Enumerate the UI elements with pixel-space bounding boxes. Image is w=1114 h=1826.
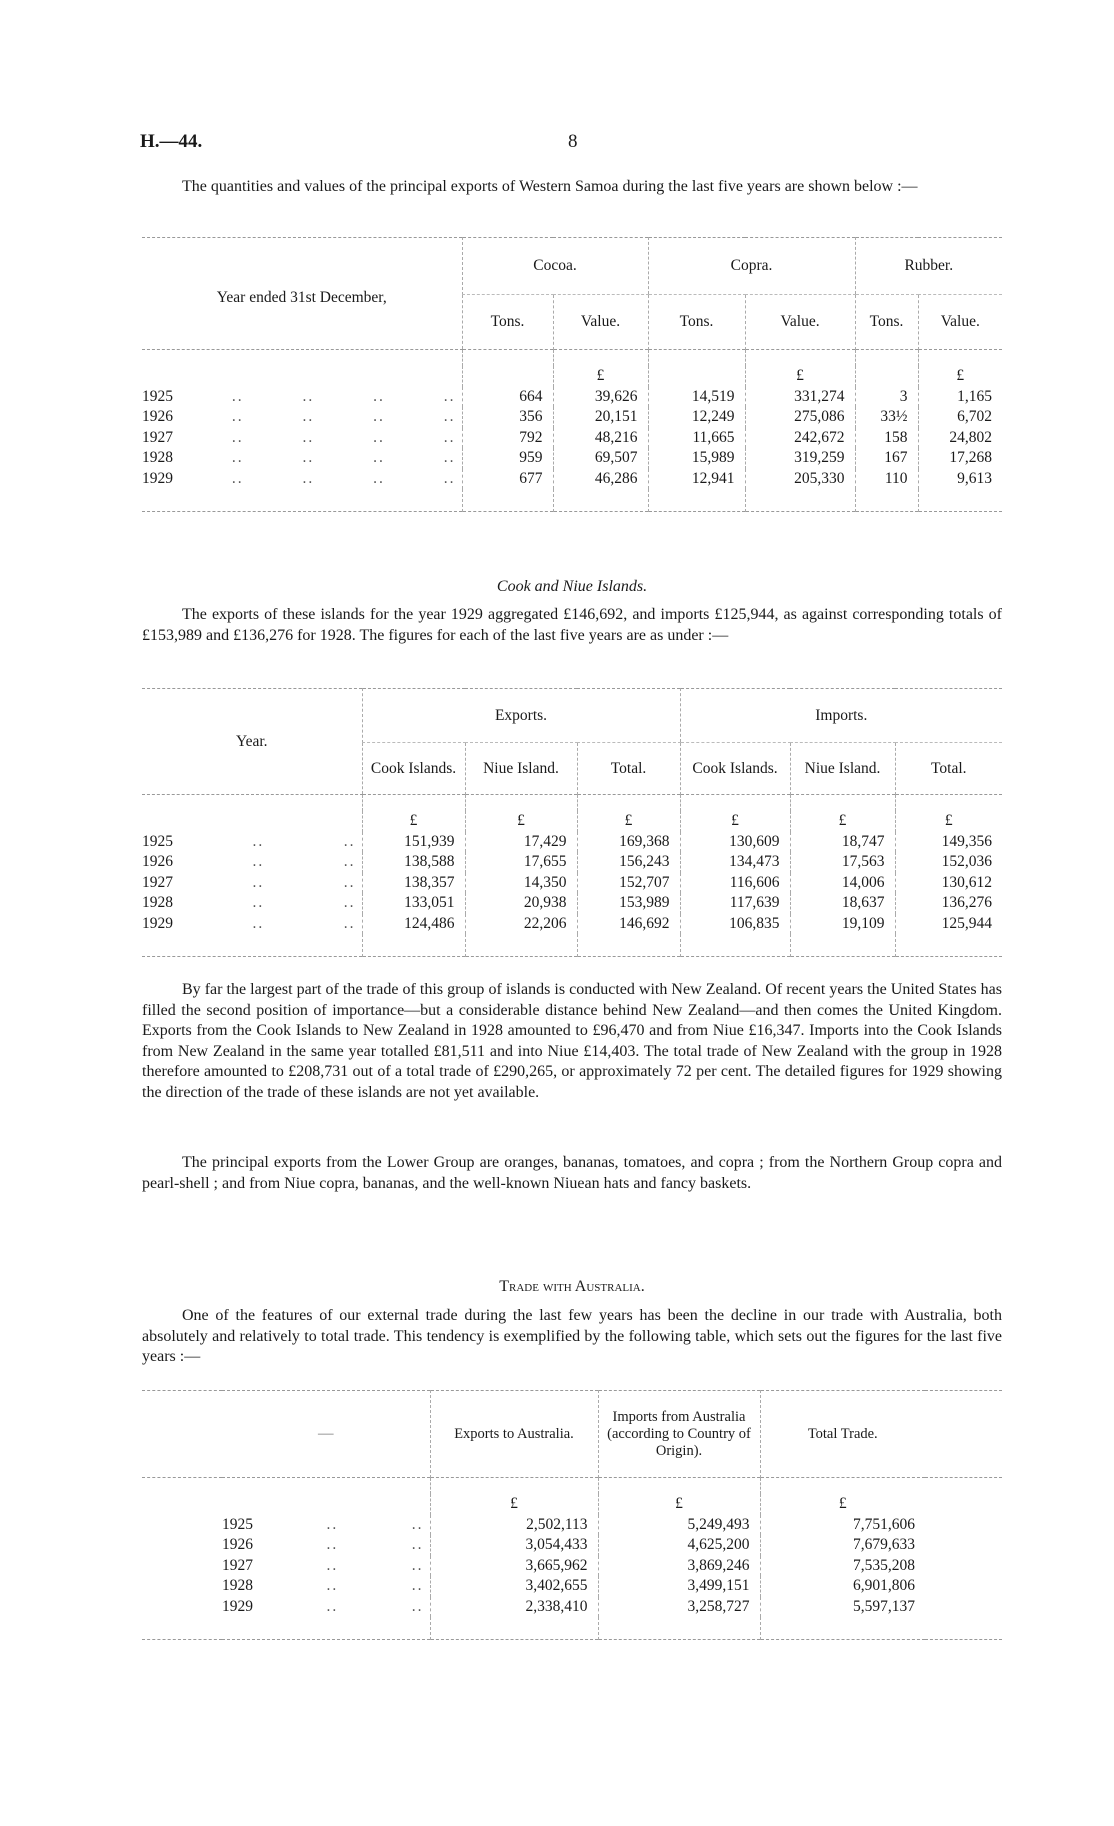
year-label: 1929 xyxy=(222,1597,253,1615)
currency-unit xyxy=(855,366,918,387)
value-cell: 152,707 xyxy=(577,873,680,894)
spacer-cell xyxy=(918,489,1002,512)
group-header: Cocoa. xyxy=(462,238,648,295)
currency-unit: £ xyxy=(895,811,1002,832)
spacer-cell xyxy=(465,934,577,957)
value-cell: 792 xyxy=(462,428,553,449)
cook-heading: Cook and Niue Islands. xyxy=(496,578,648,595)
year-header: Year. xyxy=(142,689,362,795)
value-cell: 17,655 xyxy=(465,852,577,873)
spacer-cell xyxy=(462,489,553,512)
leader-dots: .. xyxy=(252,873,265,891)
currency-unit: £ xyxy=(465,811,577,832)
value-cell: 1,165 xyxy=(918,387,1002,408)
group-header: Rubber. xyxy=(855,238,1002,295)
value-cell: 158 xyxy=(855,428,918,449)
year-cell xyxy=(142,387,462,408)
sub-header: Exports to Australia. xyxy=(430,1391,598,1478)
value-cell: 130,609 xyxy=(680,832,790,853)
spacer-cell xyxy=(598,1617,760,1640)
value-cell: 677 xyxy=(462,469,553,490)
spacer-cell xyxy=(142,934,362,957)
table-row xyxy=(142,893,1002,914)
spacer-cell xyxy=(790,795,895,812)
leader-dots: .. xyxy=(443,469,456,487)
spacer-cell xyxy=(745,489,855,512)
value-cell: 20,151 xyxy=(553,407,648,428)
cook-niue-table xyxy=(142,688,1002,957)
value-cell: 9,613 xyxy=(918,469,1002,490)
spacer-cell xyxy=(855,489,918,512)
spacer-cell xyxy=(925,1576,1002,1597)
currency-unit: £ xyxy=(790,811,895,832)
value-cell: 46,286 xyxy=(553,469,648,490)
currency-unit: £ xyxy=(680,811,790,832)
value-cell: 3 xyxy=(855,387,918,408)
samoa-exports-table xyxy=(142,237,1002,512)
leader-dots: .. xyxy=(343,873,356,891)
value-cell: 242,672 xyxy=(745,428,855,449)
value-cell: 3,499,151 xyxy=(598,1576,760,1597)
leader-dots: .. xyxy=(326,1597,339,1615)
year-cell xyxy=(222,1515,430,1536)
spacer-cell xyxy=(142,1494,222,1515)
sub-header: Tons. xyxy=(855,294,918,349)
leader-dots: .. xyxy=(373,469,385,487)
value-cell: 153,989 xyxy=(577,893,680,914)
year-header: — xyxy=(318,1425,334,1442)
year-label: 1927 xyxy=(142,428,173,446)
currency-unit: £ xyxy=(430,1494,598,1515)
year-label: 1926 xyxy=(142,408,173,425)
spacer-cell xyxy=(925,1515,1002,1536)
year-label: 1927 xyxy=(142,873,173,891)
currency-unit: £ xyxy=(553,366,648,387)
value-cell: 17,268 xyxy=(918,448,1002,469)
spacer-cell xyxy=(430,1617,598,1640)
spacer-cell xyxy=(430,1478,598,1495)
leader-dots: .. xyxy=(326,1515,339,1533)
currency-unit: £ xyxy=(577,811,680,832)
leader-dots: .. xyxy=(411,1556,424,1574)
spacer-cell xyxy=(142,795,362,812)
spacer-cell xyxy=(925,1597,1002,1618)
spacer-cell xyxy=(222,1617,430,1640)
leader-dots: .. xyxy=(343,894,356,911)
year-cell xyxy=(142,407,462,428)
year-label: 1925 xyxy=(222,1515,253,1533)
value-cell: 110 xyxy=(855,469,918,490)
table-row xyxy=(142,469,1002,490)
leader-dots: .. xyxy=(326,1577,339,1594)
spacer-cell xyxy=(925,1556,1002,1577)
australia-intro: One of the features of our external trade during the last few years has been the decline in our trade with Australia, both absolutely and relatively to total trade. This tendency is exemplified by the following table, which sets out the figures for the last five years :— xyxy=(142,1307,1002,1365)
spacer-cell xyxy=(598,1478,760,1495)
value-cell: 12,249 xyxy=(648,407,745,428)
leader-dots: .. xyxy=(373,387,385,405)
year-label: 1927 xyxy=(222,1556,253,1574)
value-cell: 6,901,806 xyxy=(760,1576,925,1597)
table-row xyxy=(142,407,1002,428)
value-cell: 106,835 xyxy=(680,914,790,935)
value-cell: 7,535,208 xyxy=(760,1556,925,1577)
leader-dots: .. xyxy=(343,832,356,850)
table-row xyxy=(142,448,1002,469)
sub-header: Tons. xyxy=(648,294,745,349)
spacer-cell xyxy=(855,350,918,367)
sub-header: Tons. xyxy=(462,294,553,349)
spacer-cell xyxy=(648,350,745,367)
leader-dots: .. xyxy=(373,428,385,446)
leader-dots: .. xyxy=(443,428,456,446)
value-cell: 151,939 xyxy=(362,832,465,853)
sub-header: Value. xyxy=(553,294,648,349)
spacer-cell xyxy=(925,1478,1002,1495)
currency-unit: £ xyxy=(745,366,855,387)
value-cell: 11,665 xyxy=(648,428,745,449)
cook-intro: The exports of these islands for the year 1929 aggregated £146,692, and imports £125,944, as against corresponding totals of £153,989 and £136,276 for 1928. The figures for each of the last five years are as under :— xyxy=(142,606,1002,644)
value-cell: 130,612 xyxy=(895,873,1002,894)
value-cell: 152,036 xyxy=(895,852,1002,873)
spacer-cell xyxy=(142,350,462,367)
year-label: 1928 xyxy=(142,449,173,466)
currency-unit: £ xyxy=(760,1494,925,1515)
sub-header: Total Trade. xyxy=(760,1391,925,1478)
year-label: 1929 xyxy=(142,914,173,932)
spacer-cell xyxy=(462,350,553,367)
year-cell xyxy=(222,1597,430,1618)
value-cell: 3,402,655 xyxy=(430,1576,598,1597)
leader-dots: .. xyxy=(373,449,385,466)
value-cell: 133,051 xyxy=(362,893,465,914)
leader-dots: .. xyxy=(443,449,456,466)
year-label: 1928 xyxy=(142,894,173,911)
year-cell xyxy=(142,914,362,935)
value-cell: 39,626 xyxy=(553,387,648,408)
value-cell: 4,625,200 xyxy=(598,1535,760,1556)
value-cell: 136,276 xyxy=(895,893,1002,914)
leader-dots: .. xyxy=(411,1577,424,1594)
spacer-cell xyxy=(895,795,1002,812)
leader-dots: .. xyxy=(302,428,315,446)
units-label-cell xyxy=(222,1494,430,1515)
spacer-cell xyxy=(142,1617,222,1640)
spacer-cell xyxy=(925,1535,1002,1556)
year-label: 1929 xyxy=(142,469,173,487)
value-cell: 146,692 xyxy=(577,914,680,935)
value-cell: 125,944 xyxy=(895,914,1002,935)
currency-unit: £ xyxy=(362,811,465,832)
leader-dots: .. xyxy=(326,1536,339,1553)
group-header: Exports. xyxy=(362,689,680,743)
year-cell xyxy=(142,893,362,914)
value-cell: 6,702 xyxy=(918,407,1002,428)
group-header: Imports. xyxy=(680,689,1002,743)
year-label: 1926 xyxy=(222,1536,253,1553)
leader-dots: .. xyxy=(231,408,244,425)
value-cell: 7,751,606 xyxy=(760,1515,925,1536)
spacer-cell xyxy=(142,1515,222,1536)
table-row xyxy=(142,428,1002,449)
year-cell xyxy=(142,448,462,469)
year-label: 1925 xyxy=(142,387,173,405)
leader-dots: .. xyxy=(443,408,456,425)
value-cell: 7,679,633 xyxy=(760,1535,925,1556)
value-cell: 331,274 xyxy=(745,387,855,408)
leader-dots: .. xyxy=(326,1556,339,1574)
value-cell: 205,330 xyxy=(745,469,855,490)
spacer-cell xyxy=(142,1556,222,1577)
value-cell: 116,606 xyxy=(680,873,790,894)
spacer-cell xyxy=(680,934,790,957)
value-cell: 149,356 xyxy=(895,832,1002,853)
trade-paragraph-1: By far the largest part of the trade of this group of islands is conducted with New Zealand. Of recent years the United States has filled the second position of importance—but a considerable distance behind New Zealand—and then comes the United Kingdom. Exports from the Cook Islands to New Zealand in 1928 amounted to £96,470 and from Niue £16,347. Imports into the Cook Islands from New Zealand in the same year totalled £81,511 and into Niue £14,403. The total trade of New Zealand with the group in 1928 therefore amounted to £208,731 out of a total trade of £290,265, or approximately 72 per cent. The detailed figures for 1929 showing the direction of the trade of these islands are not yet available. xyxy=(142,981,1002,1101)
leader-dots: .. xyxy=(252,853,265,870)
value-cell: 22,206 xyxy=(465,914,577,935)
currency-unit: £ xyxy=(918,366,1002,387)
value-cell: 138,588 xyxy=(362,852,465,873)
leader-dots: .. xyxy=(302,408,315,425)
leader-dots: .. xyxy=(252,914,265,932)
leader-dots: .. xyxy=(373,408,385,425)
document-reference: H.—44. xyxy=(140,131,203,152)
spacer-cell xyxy=(553,489,648,512)
leader-dots: .. xyxy=(302,469,315,487)
year-cell xyxy=(222,1535,430,1556)
value-cell: 17,429 xyxy=(465,832,577,853)
value-cell: 319,259 xyxy=(745,448,855,469)
value-cell: 138,357 xyxy=(362,873,465,894)
sub-header: Imports from Australia (according to Country of Origin). xyxy=(598,1391,760,1478)
value-cell: 17,563 xyxy=(790,852,895,873)
australia-trade-table xyxy=(142,1390,1002,1640)
table-row xyxy=(142,1576,1002,1597)
spacer-cell xyxy=(790,934,895,957)
value-cell: 356 xyxy=(462,407,553,428)
spacer-cell xyxy=(925,1617,1002,1640)
samoa-intro: The quantities and values of the principal exports of Western Samoa during the last five years are shown below :— xyxy=(182,178,918,195)
currency-unit: £ xyxy=(598,1494,760,1515)
year-cell xyxy=(222,1556,430,1577)
table-row xyxy=(142,832,1002,853)
trade-paragraph-2: The principal exports from the Lower Group are oranges, bananas, tomatoes, and copra ; from the Northern Group copra and pearl-shell ; and from Niue copra, bananas, and the well-known Niuean hats and fancy baskets. xyxy=(142,1154,1002,1192)
spacer-cell xyxy=(362,934,465,957)
sub-header: Cook Islands. xyxy=(680,743,790,795)
value-cell: 15,989 xyxy=(648,448,745,469)
leader-dots: .. xyxy=(231,387,244,405)
currency-unit xyxy=(648,366,745,387)
value-cell: 5,249,493 xyxy=(598,1515,760,1536)
table-row xyxy=(142,1515,1002,1536)
leader-dots: .. xyxy=(302,387,315,405)
table-row xyxy=(142,1535,1002,1556)
leader-dots: .. xyxy=(411,1536,424,1553)
spacer-cell xyxy=(895,934,1002,957)
spacer-cell xyxy=(553,350,648,367)
value-cell: 2,338,410 xyxy=(430,1597,598,1618)
spacer-cell xyxy=(142,1576,222,1597)
leader-dots: .. xyxy=(343,853,356,870)
units-label-cell xyxy=(142,366,462,387)
year-cell xyxy=(142,873,362,894)
value-cell: 3,665,962 xyxy=(430,1556,598,1577)
value-cell: 69,507 xyxy=(553,448,648,469)
value-cell: 156,243 xyxy=(577,852,680,873)
value-cell: 117,639 xyxy=(680,893,790,914)
year-cell xyxy=(222,1576,430,1597)
table-row xyxy=(142,914,1002,935)
table-row xyxy=(142,852,1002,873)
spacer-cell xyxy=(680,795,790,812)
year-label: 1925 xyxy=(142,832,173,850)
value-cell: 24,802 xyxy=(918,428,1002,449)
units-label-cell xyxy=(142,811,362,832)
value-cell: 124,486 xyxy=(362,914,465,935)
spacer-cell xyxy=(142,1535,222,1556)
year-header: Year ended 31st December, xyxy=(142,238,462,350)
table-row xyxy=(142,873,1002,894)
value-cell: 14,006 xyxy=(790,873,895,894)
spacer-cell xyxy=(142,1597,222,1618)
value-cell: 167 xyxy=(855,448,918,469)
year-label: 1926 xyxy=(142,853,173,870)
sub-header: Niue Island. xyxy=(465,743,577,795)
spacer-cell xyxy=(745,350,855,367)
spacer-cell xyxy=(362,795,465,812)
currency-unit xyxy=(462,366,553,387)
sub-header: Niue Island. xyxy=(790,743,895,795)
year-cell xyxy=(142,852,362,873)
spacer-cell xyxy=(648,489,745,512)
year-label: 1928 xyxy=(222,1577,253,1594)
australia-heading: Trade with Australia. xyxy=(499,1278,645,1295)
leader-dots: .. xyxy=(302,449,315,466)
sub-header: Value. xyxy=(918,294,1002,349)
spacer-cell xyxy=(465,795,577,812)
value-cell: 2,502,113 xyxy=(430,1515,598,1536)
table-row xyxy=(142,1597,1002,1618)
value-cell: 14,350 xyxy=(465,873,577,894)
page-number: 8 xyxy=(568,131,578,152)
value-cell: 134,473 xyxy=(680,852,790,873)
sub-header: Total. xyxy=(577,743,680,795)
spacer-cell xyxy=(142,489,462,512)
value-cell: 14,519 xyxy=(648,387,745,408)
spacer-cell xyxy=(577,795,680,812)
leader-dots: .. xyxy=(231,449,244,466)
sub-header: Cook Islands. xyxy=(362,743,465,795)
value-cell: 169,368 xyxy=(577,832,680,853)
value-cell: 12,941 xyxy=(648,469,745,490)
value-cell: 3,258,727 xyxy=(598,1597,760,1618)
spacer-cell xyxy=(577,934,680,957)
value-cell: 664 xyxy=(462,387,553,408)
leader-dots: .. xyxy=(231,469,244,487)
year-cell xyxy=(142,832,362,853)
group-header: Copra. xyxy=(648,238,855,295)
spacer-cell xyxy=(918,350,1002,367)
leader-dots: .. xyxy=(411,1515,424,1533)
value-cell: 275,086 xyxy=(745,407,855,428)
spacer-cell xyxy=(760,1478,925,1495)
leader-dots: .. xyxy=(252,832,265,850)
spacer-cell xyxy=(222,1478,430,1495)
value-cell: 3,869,246 xyxy=(598,1556,760,1577)
spacer-cell xyxy=(760,1617,925,1640)
value-cell: 5,597,137 xyxy=(760,1597,925,1618)
value-cell: 20,938 xyxy=(465,893,577,914)
leader-dots: .. xyxy=(343,914,356,932)
table-row xyxy=(142,1556,1002,1577)
spacer-cell xyxy=(925,1494,1002,1515)
value-cell: 18,637 xyxy=(790,893,895,914)
leader-dots: .. xyxy=(411,1597,424,1615)
value-cell: 3,054,433 xyxy=(430,1535,598,1556)
table-row xyxy=(142,387,1002,408)
leader-dots: .. xyxy=(443,387,456,405)
value-cell: 18,747 xyxy=(790,832,895,853)
spacer-cell xyxy=(142,1478,222,1495)
leader-dots: .. xyxy=(252,894,265,911)
leader-dots: .. xyxy=(231,428,244,446)
value-cell: 33½ xyxy=(855,407,918,428)
year-cell xyxy=(142,469,462,490)
value-cell: 48,216 xyxy=(553,428,648,449)
sub-header: Total. xyxy=(895,743,1002,795)
value-cell: 19,109 xyxy=(790,914,895,935)
value-cell: 959 xyxy=(462,448,553,469)
sub-header: Value. xyxy=(745,294,855,349)
year-cell xyxy=(142,428,462,449)
